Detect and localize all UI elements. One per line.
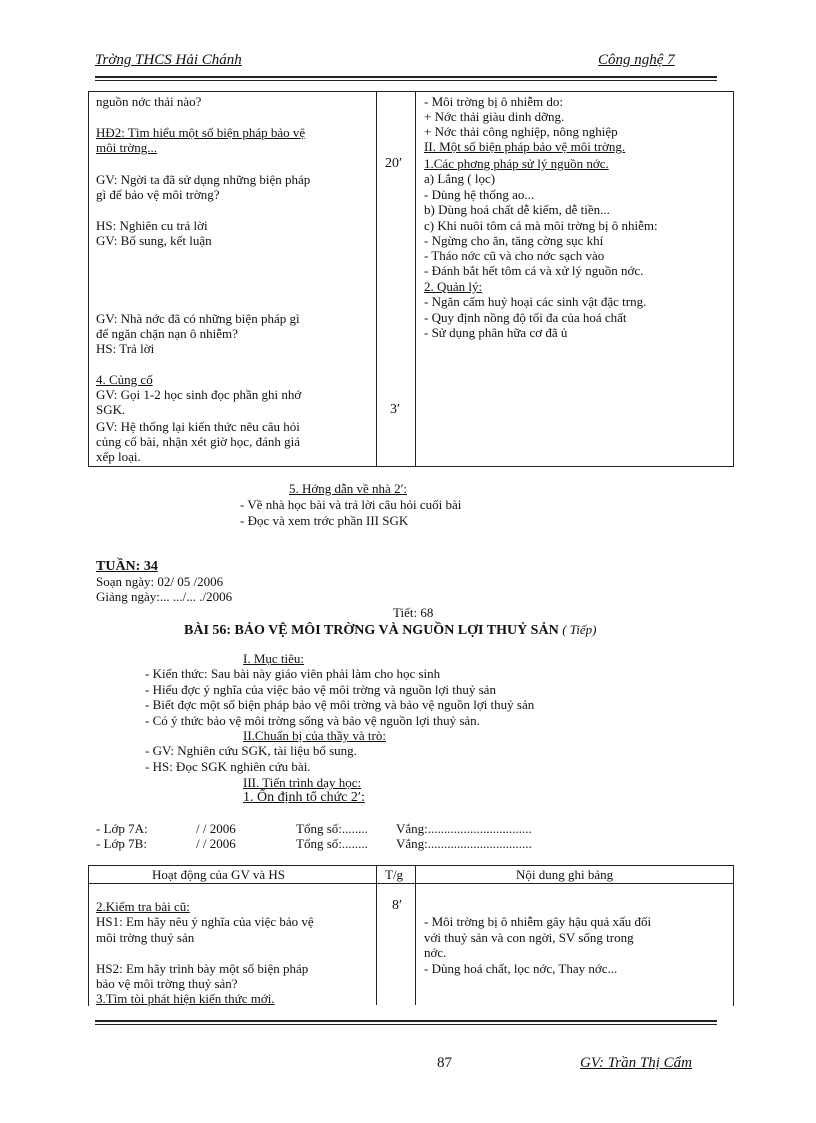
class-7a-absent: Vắng:................................ — [396, 821, 532, 836]
t1-right-10: - Tháo nớc cũ và cho nớc sạch vào — [424, 248, 605, 263]
t2-left-2: môi trờng thuỷ sản — [96, 930, 195, 945]
prep-heading: II.Chuẩn bị của thầy và trò: — [243, 728, 386, 743]
t1-left-10: 4. Củng cố — [96, 372, 153, 387]
t1-right-13: - Ngăn cấm huỷ hoại các sinh vật đặc trng. — [424, 294, 647, 309]
t1-left-8: để ngăn chặn nạn ô nhiễm? — [96, 326, 238, 341]
homework-title: 5. Hớng dẫn về nhà 2′: — [289, 481, 408, 496]
week-label: TUẦN: 34 — [96, 559, 158, 574]
t2-left-5: 3.Tìm tòi phát hiện kiến thức mới. — [96, 991, 275, 1006]
table2-divider-b — [415, 865, 416, 1005]
teacher-name: GV: Trần Thị Cẩm — [580, 1055, 692, 1071]
t1-left-1: HĐ2: Tìm hiểu một số biện pháp bảo vệ — [96, 125, 306, 140]
t1-right-11: - Đánh bắt hết tôm cá và xử lý nguồn nớc. — [424, 263, 644, 278]
page-number: 87 — [437, 1055, 452, 1071]
t1-time-20: 20′ — [385, 156, 403, 171]
t1-left-13: GV: Hệ thống lại kiến thức nêu câu hỏi — [96, 419, 300, 434]
objective-2: - Biết đợc một số biện pháp bảo vệ môi trờng và bảo vệ nguồn lợi thuỷ sản — [145, 697, 535, 712]
class-7b-name: - Lớp 7B: — [96, 836, 147, 851]
lesson-title — [184, 622, 597, 638]
t2-right-0: - Môi trờng bị ô nhiễm gây hậu quả xấu đối — [424, 914, 652, 929]
t1-left-4: gì để bảo vệ môi trờng? — [96, 187, 220, 202]
table2-header-rule — [88, 883, 734, 884]
class-7a-date: / / 2006 — [196, 821, 236, 836]
class-7b-date: / / 2006 — [196, 836, 236, 851]
t1-left-0: nguồn nớc thải nào? — [96, 94, 202, 109]
t1-right-7: b) Dùng hoá chất dễ kiếm, dễ tiền... — [424, 202, 610, 217]
table1-divider-b — [415, 91, 416, 467]
process-heading: III. Tiến trình dạy học: — [243, 775, 362, 790]
period-label: Tiết: 68 — [393, 605, 434, 620]
prep-1: - HS: Đọc SGK nghiên cứu bài. — [145, 759, 311, 774]
t1-right-2: + Nớc thải công nghiệp, nông nghiệp — [424, 124, 618, 139]
objectives-heading: I. Mục tiêu: — [243, 651, 305, 666]
t1-right-5: a) Lắng ( lọc) — [424, 171, 496, 186]
t1-right-9: - Ngừng cho ăn, tăng cờng sục khí — [424, 233, 604, 248]
homework-item-1: - Đọc và xem trớc phần III SGK — [240, 513, 409, 528]
header-rule-thin — [95, 80, 717, 81]
header-rule — [95, 76, 717, 78]
footer-rule-thin — [95, 1024, 717, 1025]
objective-1: - Hiểu đợc ý nghĩa của việc bảo vệ môi trờng và nguồn lợi thuỷ sản — [145, 682, 496, 697]
t1-left-3: GV: Ngời ta đã sử dụng những biện pháp — [96, 172, 311, 187]
t1-right-14: - Quy định nồng độ tối đa của hoá chất — [424, 310, 627, 325]
homework-item-0: - Về nhà học bài và trả lời câu hỏi cuối bài — [240, 497, 462, 512]
t2-right-2: nớc. — [424, 945, 447, 960]
t1-left-14: củng cố bài, nhận xét giờ học, đánh giá — [96, 434, 300, 449]
lesson-table-continued — [88, 91, 734, 467]
footer-rule — [95, 1020, 717, 1022]
t1-right-6: - Dùng hệ thống ao... — [424, 187, 535, 202]
t1-right-1: + Nớc thải giàu dinh dỡng. — [424, 109, 565, 124]
col-header-time: T/g — [385, 867, 404, 882]
table2-divider-a — [376, 865, 377, 1005]
prepared-date: Soạn ngày: 02/ 05 /2006 — [96, 574, 224, 589]
school-name: Trờng THCS Hải Chánh — [95, 52, 242, 68]
t1-left-5: HS: Nghiên cu trả lời — [96, 218, 208, 233]
class-7b-total: Tổng số:........ — [296, 836, 368, 851]
t2-right-3: - Dùng hoá chất, lọc nớc, Thay nớc... — [424, 961, 618, 976]
t2-left-4: bảo vệ môi trờng thuỷ sản? — [96, 976, 238, 991]
t1-right-8: c) Khi nuôi tôm cá mà môi trờng bị ô nhiễm: — [424, 218, 658, 233]
objective-0: - Kiến thức: Sau bài này giáo viên phải làm cho học sinh — [145, 666, 441, 681]
t1-right-0: - Môi trờng bị ô nhiễm do: — [424, 94, 564, 109]
class-7b-absent: Vắng:................................ — [396, 836, 532, 851]
class-7a-name: - Lớp 7A: — [96, 821, 148, 836]
subject-name: Công nghệ 7 — [598, 52, 675, 68]
taught-date: Giảng ngày:... .../... ./2006 — [96, 589, 233, 604]
t1-right-3: II. Một số biện pháp bảo vệ môi trờng. — [424, 139, 626, 154]
t2-time: 8′ — [392, 898, 403, 913]
t2-left-1: HS1: Em hãy nêu ý nghĩa của việc bảo vệ — [96, 914, 314, 929]
t1-right-15: - Sử dụng phân hữa cơ đã ủ — [424, 325, 568, 340]
t1-right-4: 1.Các phơng pháp sử lý nguồn nớc. — [424, 156, 609, 171]
org-heading: 1. Ổn định tổ chức 2′: — [243, 790, 365, 805]
t1-right-12: 2. Quản lý: — [424, 279, 483, 294]
lesson-title-suffix: ( Tiếp) — [562, 622, 597, 637]
lesson-title-main: BÀI 56: BẢO VỆ MÔI TRỜNG VÀ NGUỒN LỢI THUỶ SẢN — [184, 623, 559, 638]
t1-left-2: môi trờng... — [96, 140, 158, 155]
t1-left-11: GV: Gọi 1-2 học sinh đọc phần ghi nhớ — [96, 387, 302, 402]
col-header-activity: Hoạt động của GV và HS — [152, 867, 285, 882]
table1-divider-a — [376, 91, 377, 467]
prep-0: - GV: Nghiên cứu SGK, tài liệu bổ sung. — [145, 743, 357, 758]
t2-left-3: HS2: Em hãy trình bày một số biện pháp — [96, 961, 309, 976]
t1-left-15: xếp loại. — [96, 449, 141, 464]
t1-left-6: GV: Bổ sung, kết luận — [96, 233, 212, 248]
class-7a-total: Tổng số:........ — [296, 821, 368, 836]
t1-left-12: SGK. — [96, 402, 126, 417]
t1-left-7: GV: Nhà nớc đã có những biện pháp gì — [96, 311, 300, 326]
objective-3: - Có ý thức bảo vệ môi trờng sống và bảo vệ nguồn lợi thuỷ sản. — [145, 713, 480, 728]
col-header-content: Nội dung ghi bảng — [516, 867, 614, 882]
t2-right-1: với thuỷ sản và con ngời, SV sống trong — [424, 930, 634, 945]
t2-left-0: 2.Kiểm tra bài cũ: — [96, 899, 190, 914]
t1-time-3: 3′ — [390, 402, 401, 417]
t1-left-9: HS: Trả lời — [96, 341, 155, 356]
